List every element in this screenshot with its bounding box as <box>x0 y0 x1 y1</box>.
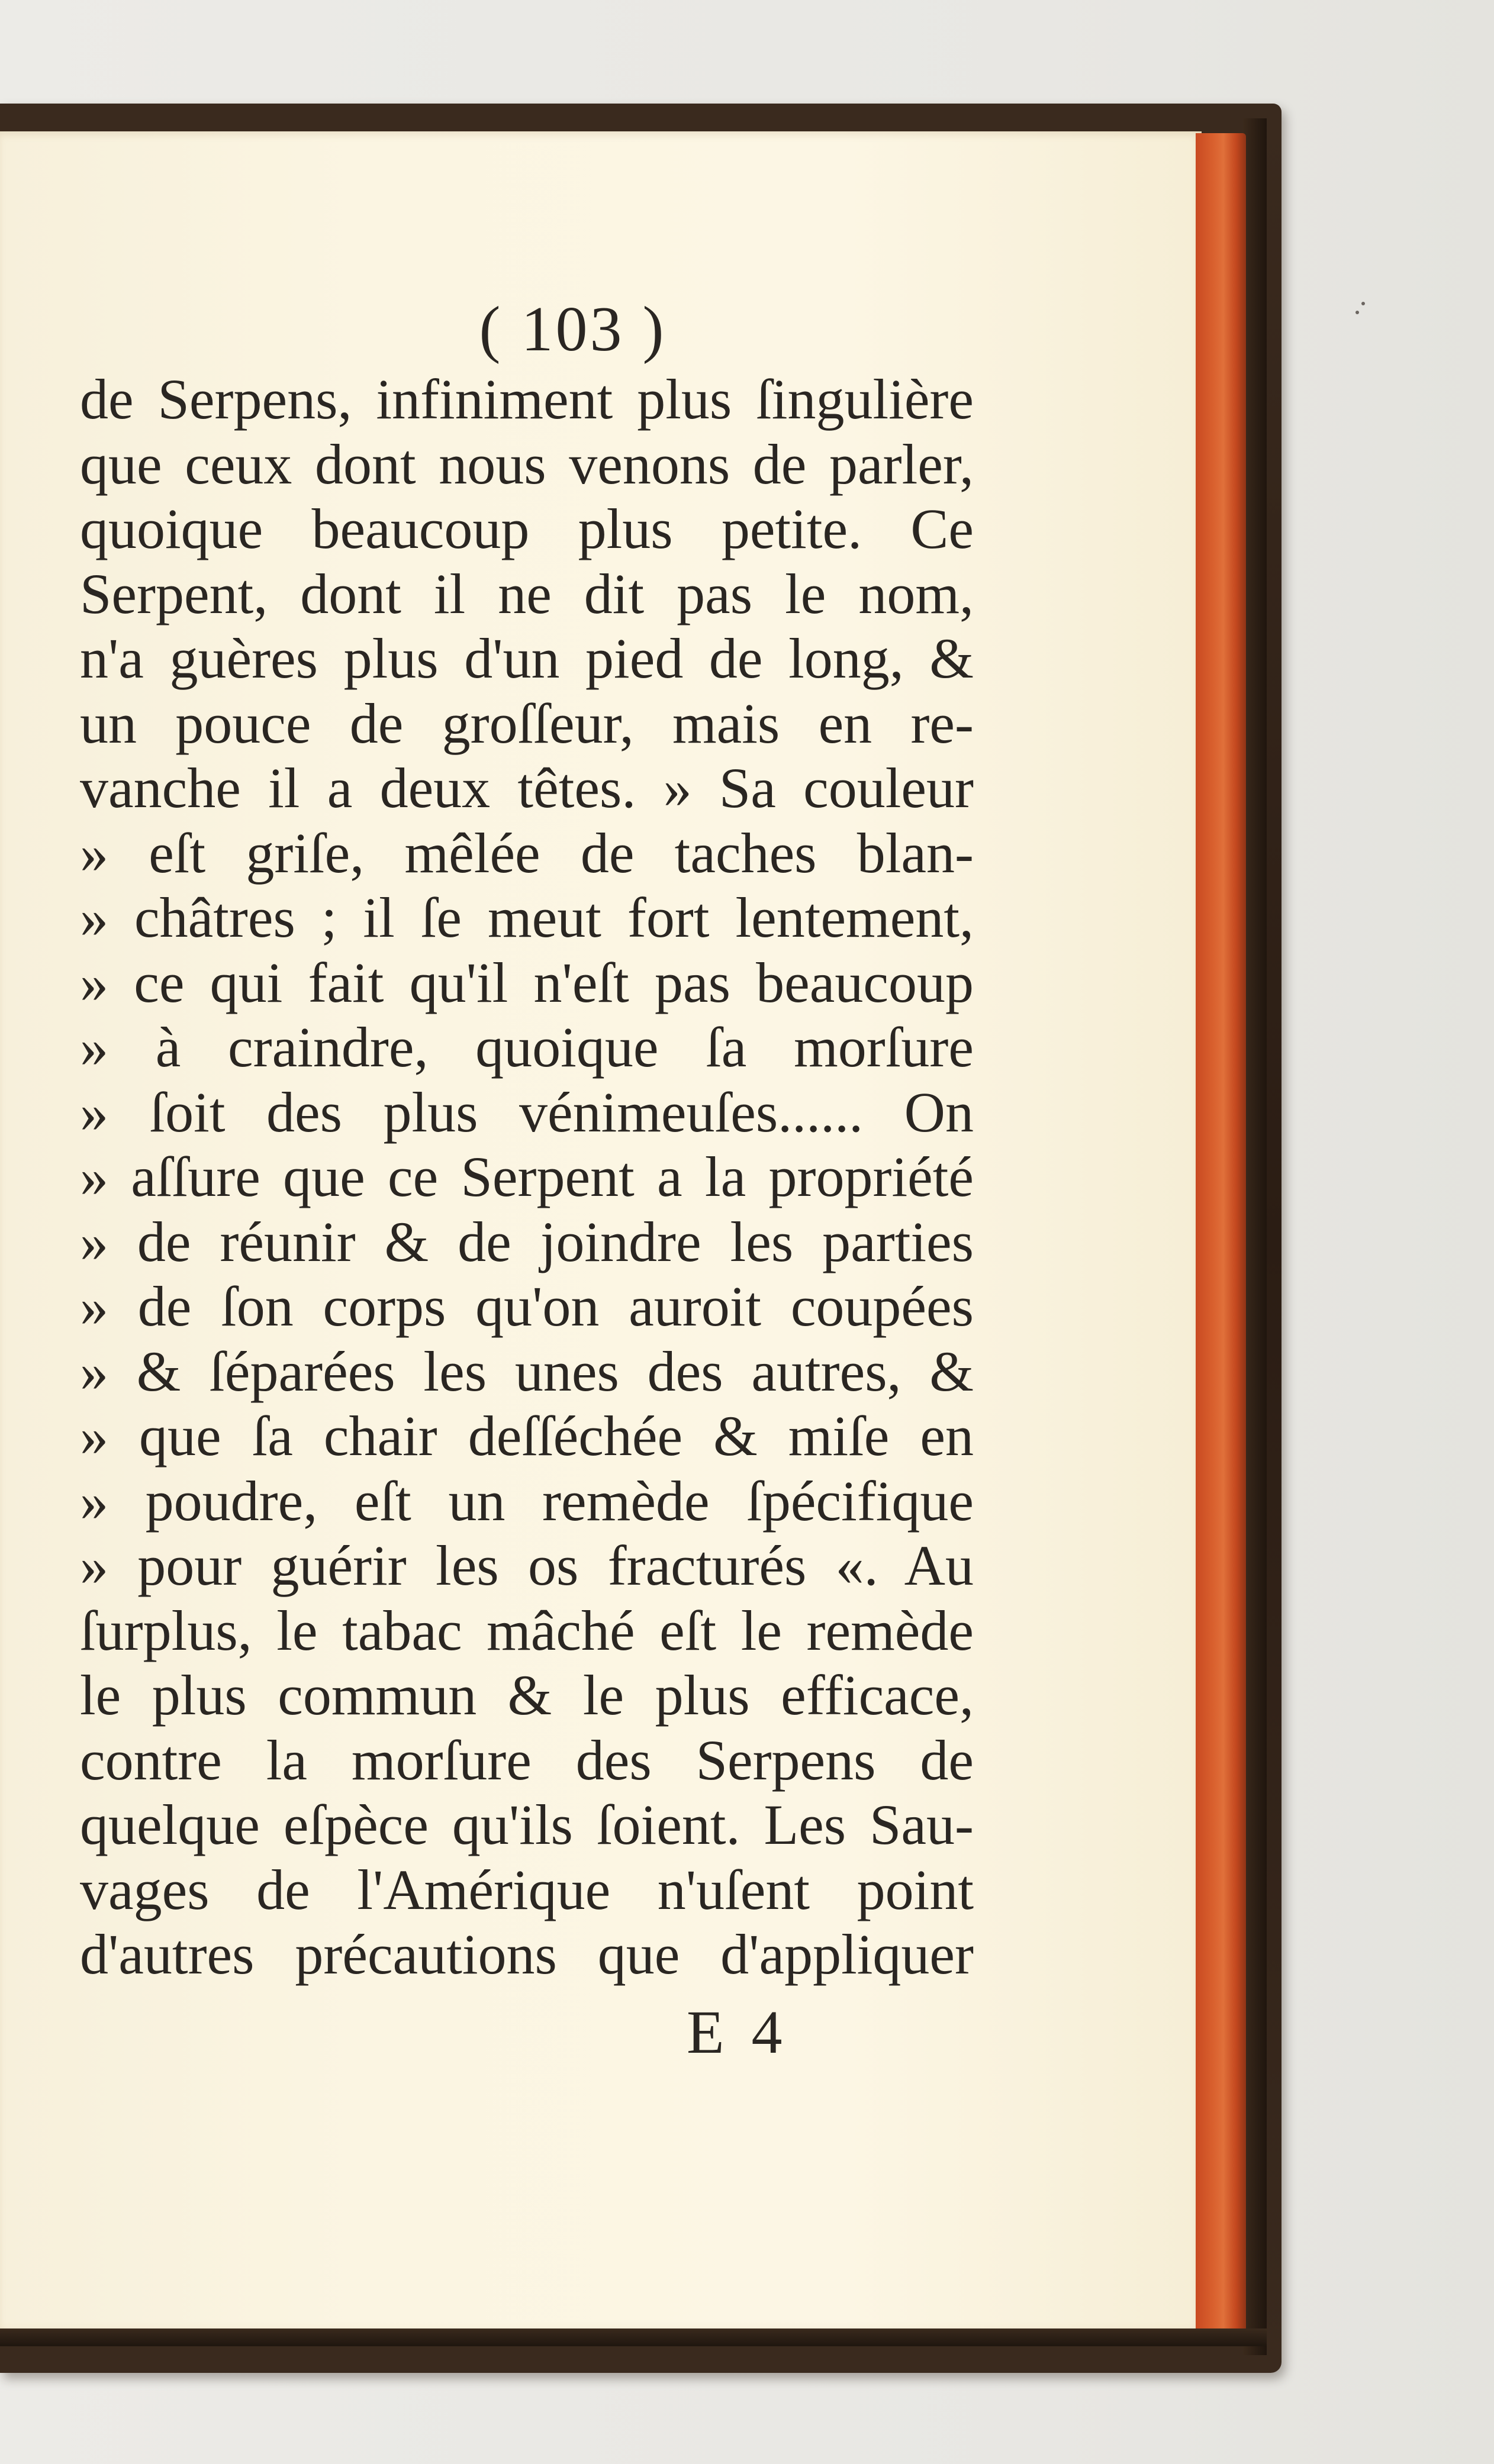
text-line: n'a guères plus d'un pied de long, & <box>80 627 974 690</box>
text-line: ſurplus, le tabac mâché eſt le remède <box>80 1598 974 1662</box>
red-page-edges <box>1196 133 1246 2331</box>
text-line: un pouce de groſſeur, mais en re- <box>80 691 974 755</box>
text-line: » de réunir & de joindre les parties <box>80 1210 974 1273</box>
body-text <box>80 367 974 1987</box>
text-line: » que ſa chair deſſéchée & miſe en <box>80 1404 974 1468</box>
text-line: quelque eſpèce qu'ils ſoient. Les Sau- <box>80 1793 974 1856</box>
text-line: » & ſéparées les unes des autres, & <box>80 1339 974 1403</box>
text-line: » ce qui fait qu'il n'eſt pas beaucoup <box>80 950 974 1014</box>
text-line: » aſſure que ce Serpent a la propriété <box>80 1145 974 1208</box>
text-line: de Serpens, infiniment plus ſingulière <box>80 367 974 431</box>
book-spine-edge <box>1243 118 1267 2355</box>
book-bottom-edge <box>0 2328 1267 2346</box>
text-line: vages de l'Amérique n'uſent point <box>80 1857 974 1921</box>
text-line: le plus commun & le plus efficace, <box>80 1663 974 1727</box>
page-number <box>0 293 1202 366</box>
text-line: » pour guérir les os fracturés «. Au <box>80 1534 974 1597</box>
text-line: que ceux dont nous venons de parler, <box>80 432 974 496</box>
speck-mark <box>1355 311 1359 314</box>
speck-mark <box>1361 302 1365 305</box>
text-line: quoique beaucoup plus petite. Ce <box>80 497 974 560</box>
text-line: » poudre, eſt un remède ſpécifique <box>80 1469 974 1533</box>
text-line: d'autres précautions que d'appliquer <box>80 1923 974 1986</box>
text-line: » ſoit des plus vénimeuſes...... On <box>80 1080 974 1144</box>
text-line: Serpent, dont il ne dit pas le nom, <box>80 562 974 625</box>
text-line: » eſt griſe, mêlée de taches blan- <box>80 821 974 885</box>
page-number-text: ( 103 ) <box>479 294 666 365</box>
text-line: » châtres ; il ſe meut fort lentement, <box>80 886 974 949</box>
text-line: contre la morſure des Serpens de <box>80 1728 974 1792</box>
text-line: vanche il a deux têtes. » Sa couleur <box>80 756 974 820</box>
text-line: » de ſon corps qu'on auroit coupées <box>80 1275 974 1338</box>
signature-mark: E 4 <box>687 1998 788 2066</box>
text-line: » à craindre, quoique ſa morſure <box>80 1015 974 1079</box>
